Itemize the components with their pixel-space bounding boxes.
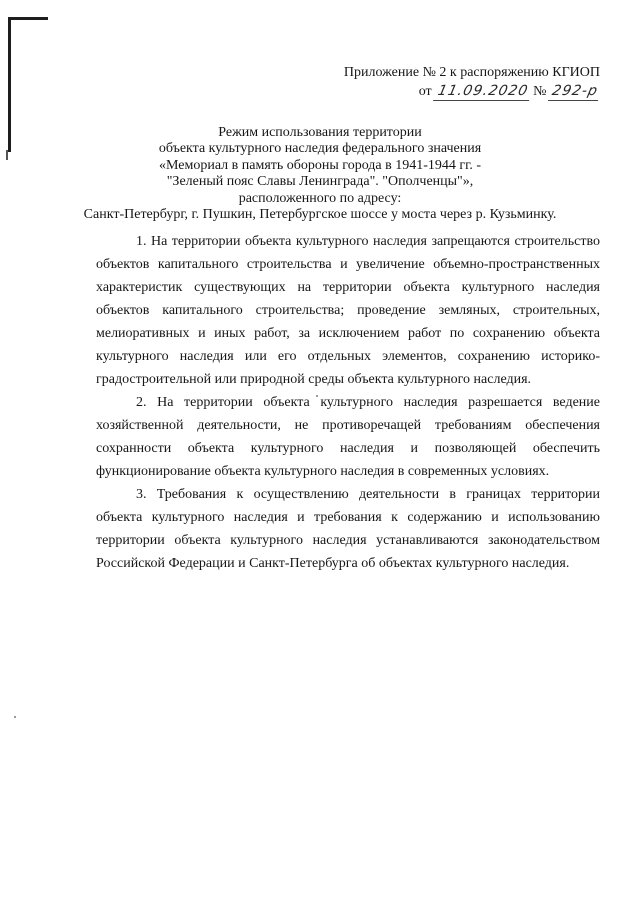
title-line: "Зеленый пояс Славы Ленинграда". "Ополченцы"», — [166, 174, 474, 190]
number-sign: № — [533, 84, 547, 99]
title-line: Режим использования территории — [218, 125, 422, 140]
document-title — [40, 125, 600, 223]
date-prefix: от — [418, 84, 432, 99]
title-line: «Мемориал в память обороны города в 1941-1944 гг. - — [159, 157, 481, 173]
appendix-header — [300, 64, 600, 101]
document-body — [96, 230, 600, 575]
scan-speck — [14, 716, 16, 718]
appendix-reference: Приложение № 2 к распоряжению КГИОП — [343, 65, 600, 80]
paragraph-3: 3. Требования к осуществлению деятельности в границах территории объекта культурного наследия и требования к содержанию и использованию территории объекта культурного наследия устанавливаются законодательством Российской Федерации и Санкт-Петербурга об объектах культурного наследия. — [96, 487, 600, 571]
handwritten-order-number: 292-р — [548, 82, 602, 101]
paragraph-2: 2. На территории объекта культурного наследия разрешается ведение хозяйственной деятельности, не противоречащей требованиям обеспечения сохранности объекта культурного наследия и позволяющей обеспечить функционирование объекта культурного наследия в современных условиях. — [96, 395, 600, 479]
handwritten-date: 11.09.2020 — [433, 82, 533, 101]
scan-border-top — [8, 17, 48, 20]
scan-mark — [6, 150, 8, 160]
order-date-line — [300, 82, 600, 101]
scan-border-left — [8, 17, 11, 152]
address-line: Санкт-Петербург, г. Пушкин, Петербургское шоссе у моста через р. Кузьминку. — [83, 207, 557, 223]
paragraph-1: 1. На территории объекта культурного наследия запрещаются строительство объектов капитального строительства и увеличение объемно-пространственных характеристик существующих на территории объекта культурного наследия объектов капитального строительства; проведение земляных, строительных, мелиоративных и иных работ, за исключением работ по сохранению объекта культурного наследия или его отдельных элементов, сохранению историко-градостроительной или природной среды объекта культурного наследия. — [96, 234, 600, 387]
title-line: объекта культурного наследия федерального значения — [158, 141, 482, 157]
title-line: расположенного по адресу: — [238, 190, 402, 206]
